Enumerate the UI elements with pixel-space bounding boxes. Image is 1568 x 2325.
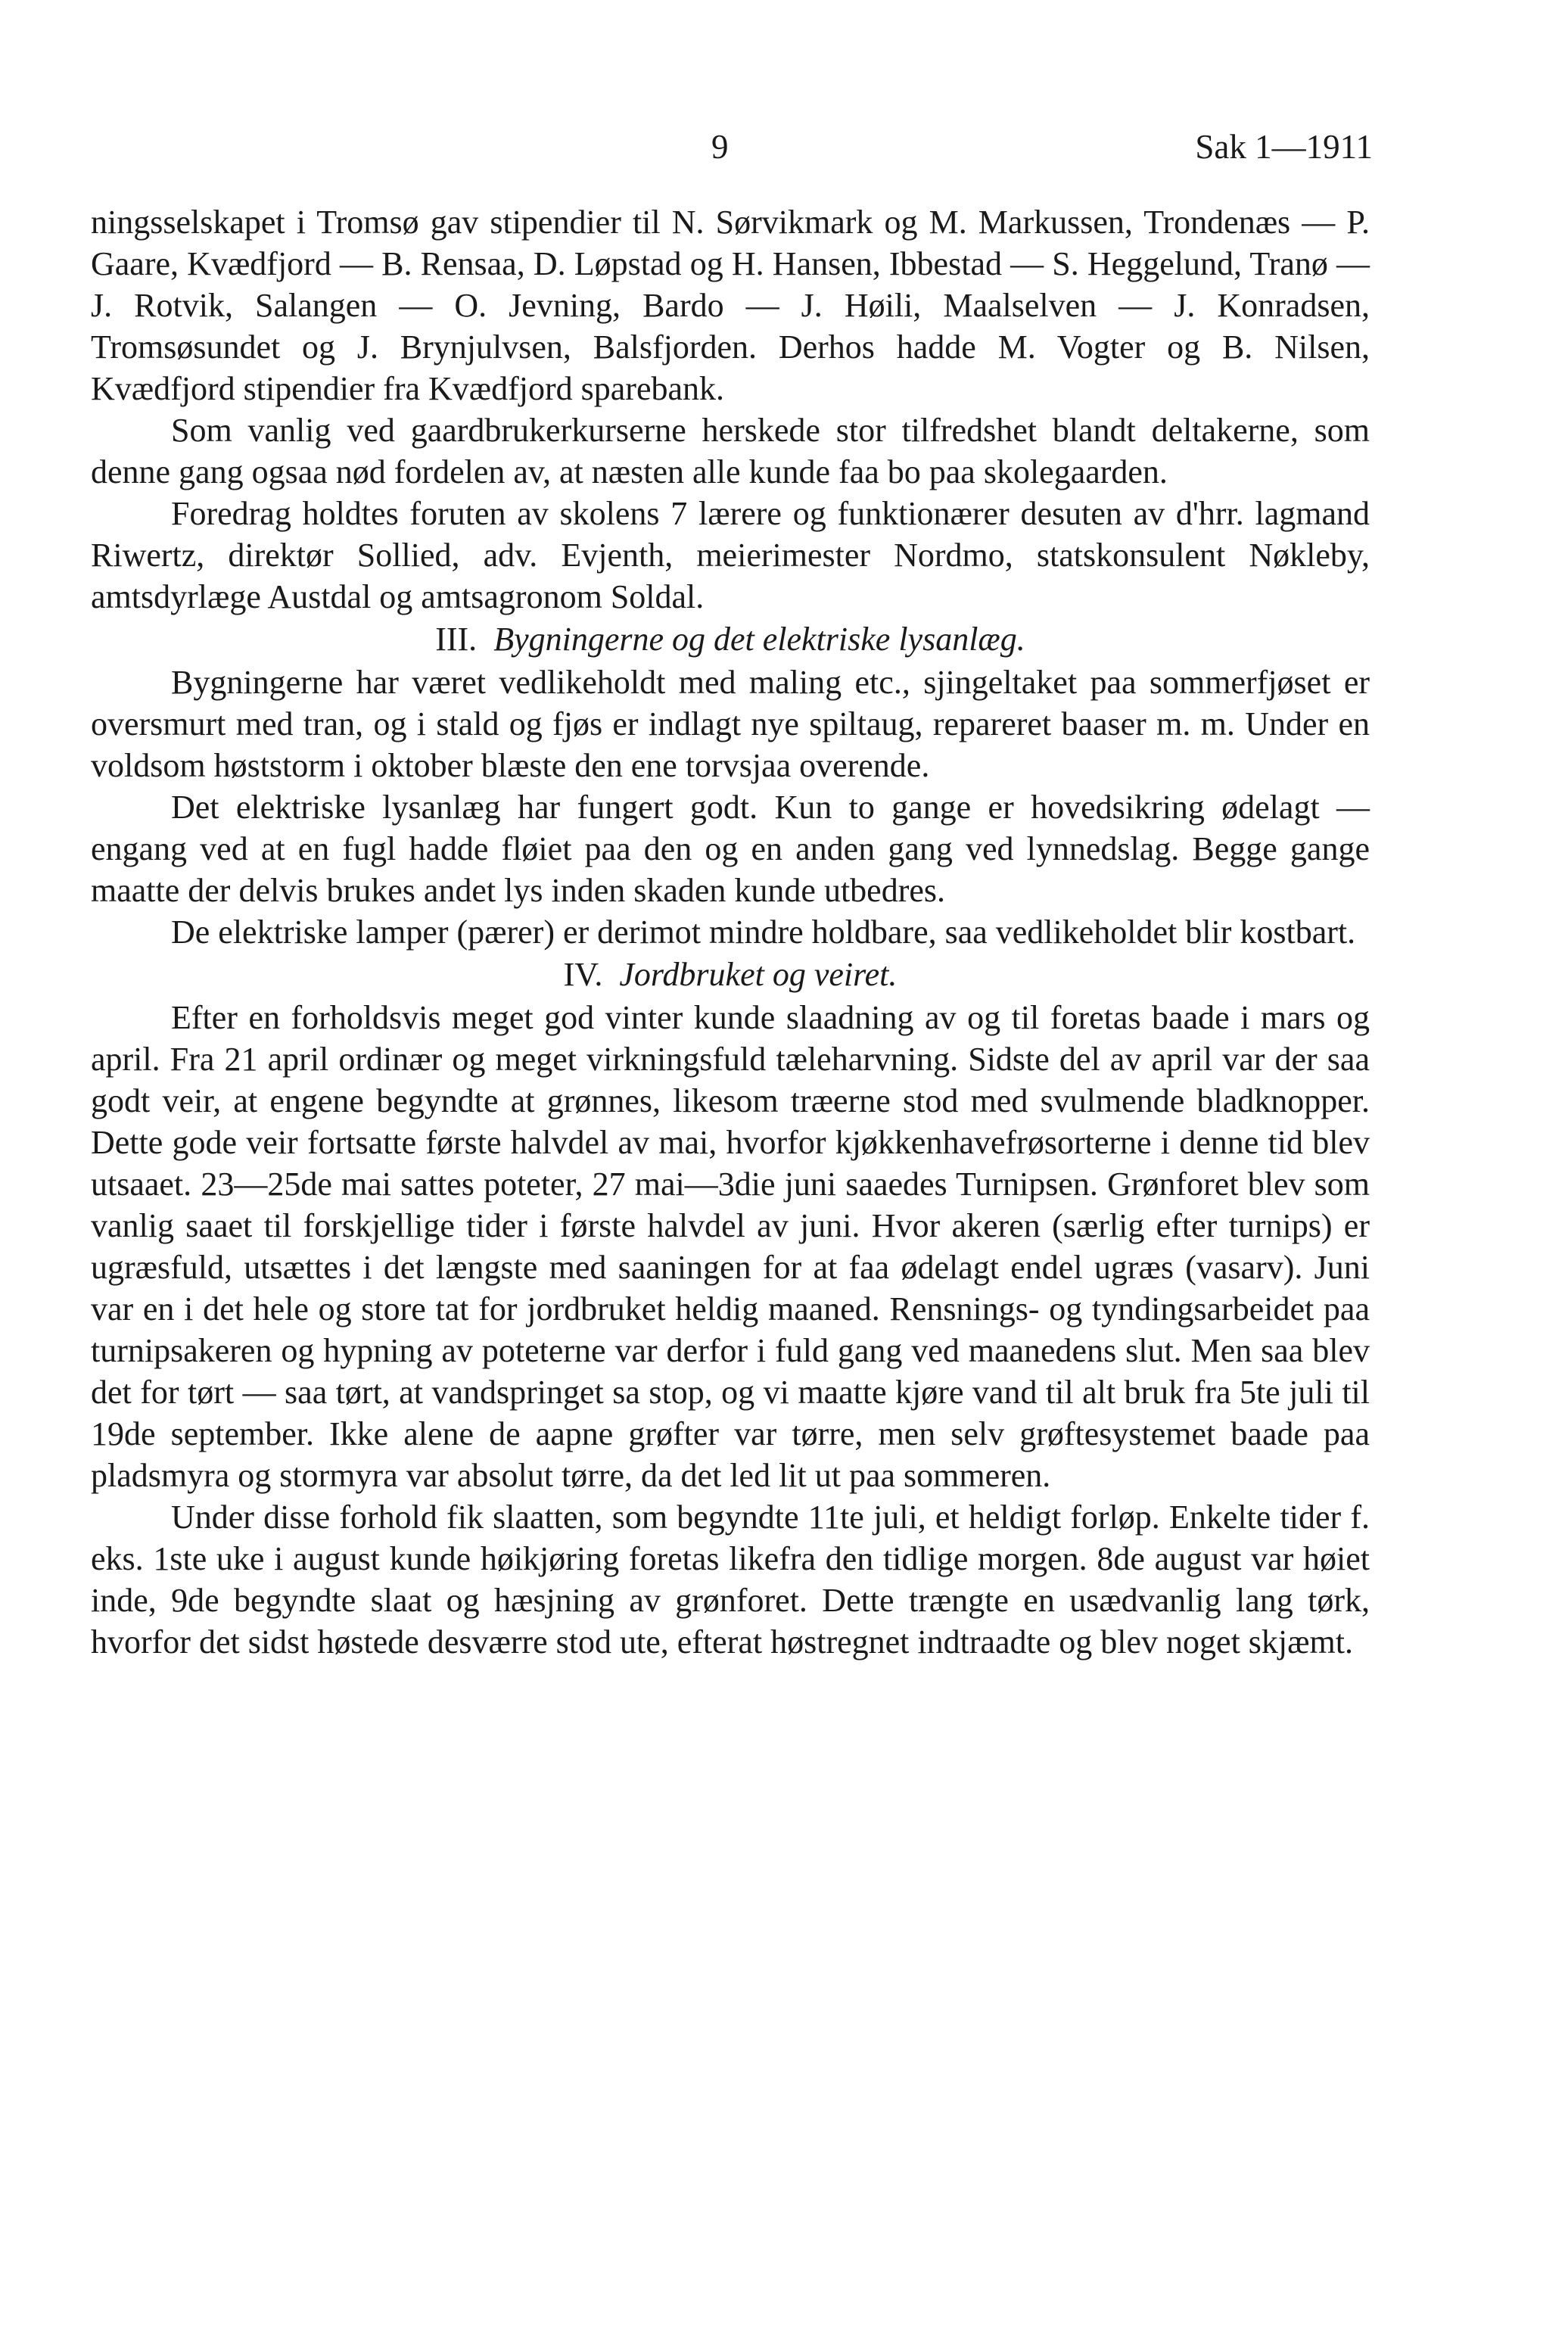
paragraph-electric-system: Det elektriske lysanlæg har fungert godt. Kun to gange er hovedsikring ødelagt — engang ved at en fugl hadde fløiet paa den og en anden gang ved lynnedslag. Begge gange maatte der delvis brukes andet lys inden skaden kunde utbedres. [91,789,1370,909]
paragraph-buildings: Bygningerne har været vedlikeholdt med maling etc., sjingeltaket paa sommerfjøset er oversmurt med tran, og i stald og fjøs er indlagt nye spiltaug, repareret baaser m. m. Under en voldsom høststorm i oktober blæste den ene torvsjaa overende. [91,664,1370,784]
section-heading-buildings [91,618,1370,661]
paragraph-electric-lamps: De elektriske lamper (pærer) er derimot mindre holdbare, saa vedlikeholdet blir kostbart. [171,914,1356,951]
paragraph-course-satisfaction: Som vanlig ved gaardbrukerkurserne herskede stor tilfredshet blandt deltakerne, som denne gang ogsaa nød fordelen av, at næsten alle kunde faa bo paa skolegaarden. [91,412,1370,490]
case-reference: Sak 1—1911 [1195,128,1373,166]
paragraph-haying: Under disse forhold fik slaatten, som begyndte 11te juli, et heldigt forløp. Enkelte tider f. eks. 1ste uke i august kunde høikjøring foretas likefra den tidlige morgen. 8de august var høiet inde, 9de begyndte slaat og hæsjning av grønforet. Dette trængte en usædvanlig lang tørk, hvorfor det sidst høstede desværre stod ute, efterat høstregnet indtraadte og blev noget skjæmt. [91,1499,1370,1660]
page-number: 9 [711,128,729,166]
paragraph-spring-summer: Efter en forholdsvis meget god vinter kunde slaadning av og til foretas baade i mars og april. Fra 21 april ordinær og meget virkningsfuld tæleharvning. Sidste del av april var der saa godt veir, at engene begyndte at grønnes, likesom træerne stod med svulmende bladknopper. Dette gode veir fortsatte første halvdel av mai, hvorfor kjøkkenhavefrøsorterne i denne tid blev utsaaet. 23—25de mai sattes poteter, 27 mai—3die juni saaedes Turnipsen. Grønforet blev som vanlig saaet til forskjellige tider i første halvdel av juni. Hvor akeren (særlig efter turnips) er ugræsfuld, utsættes i det længste med saaningen for at faa ødelagt endel ugræs (vasarv). Juni var en i det hele og store tat for jordbruket heldig maaned. Rensnings- og tyndingsarbeidet paa turnipsakeren og hypning av poteterne var derfor i fuld gang ved maanedens slut. Men saa blev det for tørt — saa tørt, at vandspringet sa stop, og vi maatte kjøre vand til alt bruk fra 5te juli til 19de september. Ikke alene de aapne grøfter var tørre, men selv grøftesystemet baade paa pladsmyra og stormyra var absolut tørre, da det led lit ut paa sommeren. [91,999,1370,1494]
section-heading-farming-weather [91,953,1370,997]
section-number: III. [435,621,478,658]
paragraph-lectures: Foredrag holdtes foruten av skolens 7 lærere og funktionærer desuten av d'hrr. lagmand Riwertz, direktør Sollied, adv. Evjenth, meierimester Nordmo, statskonsulent Nøkleby, amtsdyrlæge Austdal og amtsagronom Soldal. [91,495,1370,615]
section-title: Jordbruket og veiret. [619,956,898,993]
section-title: Bygningerne og det elektriske lysanlæg. [493,621,1025,658]
document-body [91,201,1370,1663]
section-number: IV. [563,956,603,993]
paragraph-stipends: ningsselskapet i Tromsø gav stipendier til N. Sørvikmark og M. Markussen, Trondenæs — P. Gaare, Kvædfjord — B. Rensaa, D. Løpstad og H. Hansen, Ibbestad — S. Heggelund, Tranø — J. Rotvik, Salangen — O. Jevning, Bardo — J. Høili, Maalselven — J. Konradsen, Tromsøsundet og J. Brynjulvsen, Balsfjorden. Derhos hadde M. Vogter og B. Nilsen, Kvædfjord stipendier fra Kvædfjord sparebank. [91,204,1370,407]
